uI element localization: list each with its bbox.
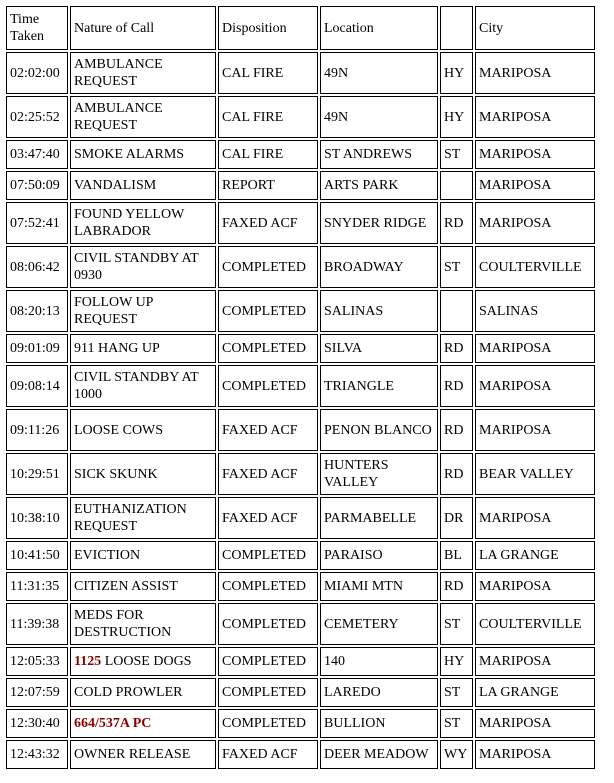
nature-of-call-cell — [70, 541, 216, 570]
table-row — [6, 572, 595, 601]
nature-text: FOLLOW UP REQUEST — [74, 295, 153, 327]
location-cell: DEER MEADOW — [320, 740, 438, 769]
city-cell: LA GRANGE — [475, 541, 595, 570]
disposition-cell: COMPLETED — [218, 365, 318, 407]
street-suffix-cell: RD — [440, 334, 473, 363]
table-row — [6, 96, 595, 138]
disposition-cell: FAXED ACF — [218, 453, 318, 495]
table-row — [6, 678, 595, 707]
nature-of-call-cell — [70, 409, 216, 451]
disposition-cell: CAL FIRE — [218, 96, 318, 138]
location-cell: ST ANDREWS — [320, 140, 438, 169]
street-suffix-cell: ST — [440, 246, 473, 288]
time-taken-cell: 12:43:32 — [6, 740, 68, 769]
time-taken-cell: 09:11:26 — [6, 409, 68, 451]
city-cell: LA GRANGE — [475, 678, 595, 707]
table-row — [6, 409, 595, 451]
location-cell: CEMETERY — [320, 603, 438, 645]
table-row — [6, 246, 595, 288]
table-row — [6, 541, 595, 570]
call-code: 664/537A PC — [74, 716, 152, 731]
nature-text: EVICTION — [74, 548, 141, 563]
city-cell: MARIPOSA — [475, 572, 595, 601]
nature-of-call-cell — [70, 334, 216, 363]
header-time-taken: Time Taken — [6, 6, 68, 50]
disposition-cell: COMPLETED — [218, 678, 318, 707]
disposition-cell: COMPLETED — [218, 290, 318, 332]
street-suffix-cell: ST — [440, 603, 473, 645]
location-cell: SNYDER RIDGE — [320, 202, 438, 244]
nature-of-call-cell — [70, 365, 216, 407]
nature-text: AMBULANCE REQUEST — [74, 57, 163, 89]
nature-of-call-cell — [70, 740, 216, 769]
nature-of-call-cell — [70, 603, 216, 645]
time-taken-cell: 08:20:13 — [6, 290, 68, 332]
location-cell: BULLION — [320, 709, 438, 738]
table-row — [6, 171, 595, 200]
header-nature-of-call: Nature of Call — [70, 6, 216, 50]
time-taken-cell: 12:30:40 — [6, 709, 68, 738]
call-log-body — [6, 52, 595, 769]
nature-of-call-cell — [70, 202, 216, 244]
time-taken-cell: 07:52:41 — [6, 202, 68, 244]
city-cell: MARIPOSA — [475, 171, 595, 200]
location-cell: ARTS PARK — [320, 171, 438, 200]
time-taken-cell: 09:01:09 — [6, 334, 68, 363]
nature-text: EUTHANIZATION REQUEST — [74, 502, 187, 534]
street-suffix-cell: HY — [440, 647, 473, 676]
nature-of-call-cell — [70, 709, 216, 738]
street-suffix-cell: HY — [440, 52, 473, 94]
time-taken-cell: 02:25:52 — [6, 96, 68, 138]
location-cell: MIAMI MTN — [320, 572, 438, 601]
city-cell: MARIPOSA — [475, 497, 595, 539]
location-cell: BROADWAY — [320, 246, 438, 288]
street-suffix-cell: DR — [440, 497, 473, 539]
nature-of-call-cell — [70, 171, 216, 200]
street-suffix-cell: WY — [440, 740, 473, 769]
nature-text: 911 HANG UP — [74, 341, 160, 356]
city-cell: MARIPOSA — [475, 409, 595, 451]
city-cell: MARIPOSA — [475, 334, 595, 363]
disposition-cell: COMPLETED — [218, 647, 318, 676]
nature-of-call-cell — [70, 96, 216, 138]
nature-of-call-cell — [70, 453, 216, 495]
street-suffix-cell: HY — [440, 96, 473, 138]
disposition-cell: COMPLETED — [218, 541, 318, 570]
time-taken-cell: 12:05:33 — [6, 647, 68, 676]
location-cell: 49N — [320, 96, 438, 138]
header-disposition: Disposition — [218, 6, 318, 50]
nature-text: VANDALISM — [74, 178, 157, 193]
location-cell: PENON BLANCO — [320, 409, 438, 451]
location-cell: PARMABELLE — [320, 497, 438, 539]
city-cell: MARIPOSA — [475, 96, 595, 138]
city-cell: MARIPOSA — [475, 140, 595, 169]
location-cell: SALINAS — [320, 290, 438, 332]
city-cell: MARIPOSA — [475, 365, 595, 407]
time-taken-cell: 07:50:09 — [6, 171, 68, 200]
time-taken-cell: 10:38:10 — [6, 497, 68, 539]
time-taken-cell: 03:47:40 — [6, 140, 68, 169]
nature-text: MEDS FOR DESTRUCTION — [74, 608, 172, 640]
city-cell: MARIPOSA — [475, 740, 595, 769]
nature-text: COLD PROWLER — [74, 685, 183, 700]
nature-text: CIVIL STANDBY AT 0930 — [74, 251, 199, 283]
table-row — [6, 365, 595, 407]
location-cell: PARAISO — [320, 541, 438, 570]
street-suffix-cell: BL — [440, 541, 473, 570]
location-cell: TRIANGLE — [320, 365, 438, 407]
call-log-table — [4, 4, 597, 771]
nature-text: SICK SKUNK — [74, 466, 158, 482]
table-row — [6, 497, 595, 539]
street-suffix-cell: RD — [440, 409, 473, 451]
disposition-cell: COMPLETED — [218, 572, 318, 601]
location-cell: LAREDO — [320, 678, 438, 707]
city-cell: MARIPOSA — [475, 647, 595, 676]
nature-of-call-cell — [70, 497, 216, 539]
time-taken-cell: 09:08:14 — [6, 365, 68, 407]
nature-text: CIVIL STANDBY AT 1000 — [74, 370, 199, 402]
header-street-suffix — [440, 6, 473, 50]
table-row — [6, 603, 595, 645]
disposition-cell: COMPLETED — [218, 603, 318, 645]
city-cell: MARIPOSA — [475, 709, 595, 738]
nature-of-call-cell — [70, 678, 216, 707]
disposition-cell: FAXED ACF — [218, 409, 318, 451]
header-city: City — [475, 6, 595, 50]
nature-text: FOUND YELLOW LABRADOR — [74, 207, 185, 239]
call-code: 1125 — [74, 654, 102, 669]
table-row — [6, 334, 595, 363]
city-cell: COULTERVILLE — [475, 603, 595, 645]
table-row — [6, 290, 595, 332]
nature-text: CITIZEN ASSIST — [74, 579, 178, 594]
location-cell: 140 — [320, 647, 438, 676]
street-suffix-cell: RD — [440, 572, 473, 601]
table-row — [6, 709, 595, 738]
nature-of-call-cell — [70, 246, 216, 288]
nature-of-call-cell — [70, 572, 216, 601]
location-cell: 49N — [320, 52, 438, 94]
nature-text: OWNER RELEASE — [74, 747, 191, 762]
city-cell: MARIPOSA — [475, 52, 595, 94]
table-row — [6, 140, 595, 169]
nature-of-call-cell — [70, 290, 216, 332]
nature-of-call-cell — [70, 52, 216, 94]
time-taken-cell: 10:41:50 — [6, 541, 68, 570]
disposition-cell: REPORT — [218, 171, 318, 200]
nature-of-call-cell — [70, 647, 216, 676]
city-cell: BEAR VALLEY — [475, 453, 595, 495]
table-row — [6, 202, 595, 244]
street-suffix-cell: ST — [440, 678, 473, 707]
table-row — [6, 52, 595, 94]
street-suffix-cell — [440, 290, 473, 332]
time-taken-cell: 02:02:00 — [6, 52, 68, 94]
disposition-cell: COMPLETED — [218, 709, 318, 738]
time-taken-cell: 08:06:42 — [6, 246, 68, 288]
nature-text: LOOSE DOGS — [101, 654, 192, 669]
time-taken-cell: 11:31:35 — [6, 572, 68, 601]
city-cell: MARIPOSA — [475, 202, 595, 244]
table-row — [6, 647, 595, 676]
disposition-cell: COMPLETED — [218, 334, 318, 363]
time-taken-cell: 12:07:59 — [6, 678, 68, 707]
time-taken-cell: 11:39:38 — [6, 603, 68, 645]
table-row — [6, 740, 595, 769]
location-cell: HUNTERS VALLEY — [320, 453, 438, 495]
header-location: Location — [320, 6, 438, 50]
street-suffix-cell: ST — [440, 709, 473, 738]
table-row — [6, 453, 595, 495]
nature-of-call-cell — [70, 140, 216, 169]
header-row — [6, 6, 595, 50]
disposition-cell: FAXED ACF — [218, 202, 318, 244]
street-suffix-cell: ST — [440, 140, 473, 169]
city-cell: SALINAS — [475, 290, 595, 332]
city-cell: COULTERVILLE — [475, 246, 595, 288]
street-suffix-cell: RD — [440, 365, 473, 407]
nature-text: LOOSE COWS — [74, 422, 164, 438]
disposition-cell: FAXED ACF — [218, 740, 318, 769]
time-taken-cell: 10:29:51 — [6, 453, 68, 495]
nature-text: SMOKE ALARMS — [74, 147, 185, 162]
disposition-cell: FAXED ACF — [218, 497, 318, 539]
street-suffix-cell — [440, 171, 473, 200]
street-suffix-cell: RD — [440, 453, 473, 495]
street-suffix-cell: RD — [440, 202, 473, 244]
disposition-cell: COMPLETED — [218, 246, 318, 288]
disposition-cell: CAL FIRE — [218, 140, 318, 169]
location-cell: SILVA — [320, 334, 438, 363]
disposition-cell: CAL FIRE — [218, 52, 318, 94]
nature-text: AMBULANCE REQUEST — [74, 101, 163, 133]
